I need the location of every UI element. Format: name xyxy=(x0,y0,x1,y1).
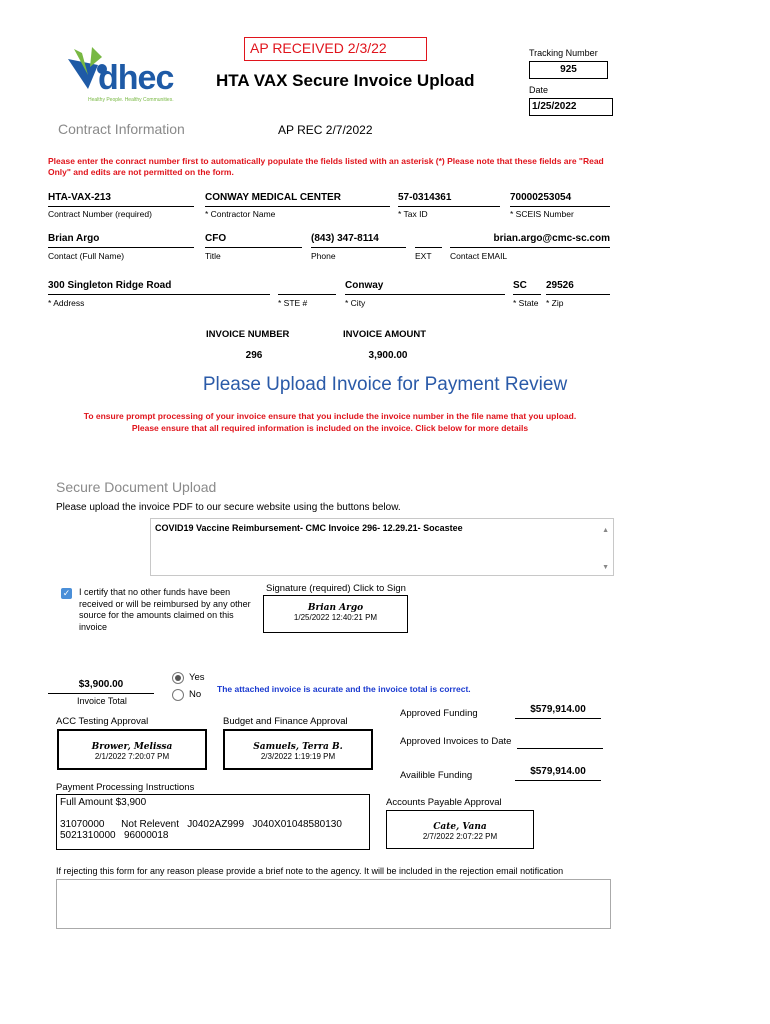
title-label: Title xyxy=(205,251,221,261)
page-title: HTA VAX Secure Invoice Upload xyxy=(216,71,475,90)
tax-id-field: 57-0314361 xyxy=(398,192,500,207)
address-field: 300 Singleton Ridge Road xyxy=(48,280,270,295)
scroll-down-icon[interactable]: ▼ xyxy=(602,564,609,571)
secure-upload-title: Secure Document Upload xyxy=(56,479,217,495)
contract-number-field[interactable]: HTA-VAX-213 xyxy=(48,192,194,207)
city-field: Conway xyxy=(345,280,505,295)
budget-signature-name: Samuels, Terra B. xyxy=(253,742,343,752)
title-field[interactable]: CFO xyxy=(205,233,302,248)
payment-instructions-box[interactable] xyxy=(56,794,370,850)
invoice-total-field[interactable]: $3,900.00 xyxy=(48,679,154,694)
budget-signature-date: 2/3/2022 1:19:19 PM xyxy=(260,752,336,761)
uploaded-file-name: COVID19 Vaccine Reimbursement- CMC Invoice 296- 12.29.21- Socastee xyxy=(155,523,463,533)
approved-funding-label: Approved Funding xyxy=(400,708,478,719)
ap-rec-note: AP REC 2/7/2022 xyxy=(278,123,373,137)
invoice-number-field[interactable]: 296 xyxy=(245,350,263,361)
contract-instructions: Please enter the conract number first to automatically populate the fields listed with an asterisk (*) Please note that these fields are "Read Only" and edits are not permitted on the form. xyxy=(48,156,604,177)
email-field[interactable]: brian.argo@cmc-sc.com xyxy=(450,233,610,248)
signature-date: 1/25/2022 12:40:21 PM xyxy=(293,613,378,622)
ap-signature-name: Cate, Vana xyxy=(433,822,487,832)
city-label: * City xyxy=(345,298,366,308)
no-radio[interactable] xyxy=(172,689,184,701)
received-stamp: AP RECEIVED 2/3/22 xyxy=(244,37,427,61)
payment-instructions-label: Payment Processing Instructions xyxy=(56,782,195,793)
tracking-label: Tracking Number xyxy=(529,48,598,58)
ste-label: * STE # xyxy=(278,298,308,308)
approved-to-date-label: Approved Invoices to Date xyxy=(400,736,512,747)
budget-approval-signature-box[interactable] xyxy=(223,729,373,770)
tax-id-label: * Tax ID xyxy=(398,209,428,219)
scroll-up-icon[interactable]: ▲ xyxy=(602,527,609,534)
contractor-name-field: CONWAY MEDICAL CENTER xyxy=(205,192,390,207)
ste-field xyxy=(278,280,336,295)
contract-section-title: Contract Information xyxy=(58,121,185,137)
invoice-total-label: Invoice Total xyxy=(77,696,127,706)
phone-field[interactable]: (843) 347-8114 xyxy=(311,233,406,248)
available-funding-field[interactable]: $579,914.00 xyxy=(515,766,601,781)
payment-line-2: 31070000 Not Relevent J0402AZ999 J040X01048580130 xyxy=(60,819,342,830)
sceis-number-field: 70000253054 xyxy=(510,192,610,207)
acc-signature-name: Brower, Melissa xyxy=(91,742,173,752)
signature-label: Signature (required) Click to Sign xyxy=(266,583,406,594)
upload-note-line1: To ensure prompt processing of your invoice ensure that you include the invoice number in the file name that you upload. xyxy=(83,411,577,421)
tracking-number-field[interactable]: 925 xyxy=(529,61,608,79)
contractor-name-label: * Contractor Name xyxy=(205,209,276,219)
zip-field: 29526 xyxy=(546,280,610,295)
signature-name: Brian Argo xyxy=(307,603,364,613)
state-field: SC xyxy=(513,280,541,295)
address-label: * Address xyxy=(48,298,85,308)
acc-approval-signature-box[interactable] xyxy=(57,729,207,770)
payment-line-3: 5021310000 96000018 xyxy=(60,830,169,841)
upload-instruction: Please upload the invoice PDF to our secure website using the buttons below. xyxy=(56,502,401,513)
acc-signature-date: 2/1/2022 7:20:07 PM xyxy=(94,752,170,761)
invoice-number-label: INVOICE NUMBER xyxy=(206,329,290,340)
dhec-logo xyxy=(62,45,202,107)
ap-approval-label: Accounts Payable Approval xyxy=(386,797,502,808)
email-label: Contact EMAIL xyxy=(450,251,508,261)
signature-box[interactable] xyxy=(263,595,408,633)
ap-approval-signature-box[interactable] xyxy=(386,810,534,849)
rejection-label: If rejecting this form for any reason please provide a brief note to the agency. It will be included in the rejection email notification xyxy=(56,866,564,876)
contact-name-field[interactable]: Brian Argo xyxy=(48,233,194,248)
phone-label: Phone xyxy=(311,251,336,261)
sceis-number-label: * SCEIS Number xyxy=(510,209,574,219)
budget-approval-label: Budget and Finance Approval xyxy=(223,716,348,727)
logo-wordmark: dhec xyxy=(98,59,174,97)
ap-signature-date: 2/7/2022 2:07:22 PM xyxy=(422,832,498,841)
contact-name-label: Contact (Full Name) xyxy=(48,251,125,261)
zip-label: * Zip xyxy=(546,298,564,308)
no-label: No xyxy=(189,689,202,700)
yes-radio[interactable] xyxy=(172,672,184,684)
certify-text: I certify that no other funds have been received or will be reimbursed by any other source for the amounts claimed on this invoice xyxy=(79,587,251,632)
upload-note-line2: Please ensure that all required information is included on the invoice. Click below for more details xyxy=(131,423,529,433)
contract-number-label: Contract Number (required) xyxy=(48,209,152,219)
rejection-note-field[interactable] xyxy=(56,879,611,929)
uploaded-file-box[interactable] xyxy=(150,518,614,576)
invoice-amount-label: INVOICE AMOUNT xyxy=(343,329,427,340)
yes-label: Yes xyxy=(189,672,205,683)
date-field[interactable]: 1/25/2022 xyxy=(529,98,613,116)
acc-approval-label: ACC Testing Approval xyxy=(56,716,149,727)
available-funding-label: Availible Funding xyxy=(400,770,473,781)
invoice-amount-field[interactable]: 3,900.00 xyxy=(368,350,408,361)
accurate-statement: The attached invoice is acurate and the invoice total is correct. xyxy=(217,684,471,694)
state-label: * State xyxy=(513,298,539,308)
upload-heading: Please Upload Invoice for Payment Review xyxy=(202,374,568,395)
ext-field[interactable] xyxy=(415,233,442,248)
date-label: Date xyxy=(529,85,549,95)
certify-checkbox[interactable]: ✓ xyxy=(62,588,71,598)
approved-funding-field[interactable]: $579,914.00 xyxy=(515,704,601,719)
logo-tagline: Healthy People. Healthy Communities. xyxy=(88,97,174,103)
ext-label: EXT xyxy=(415,251,432,261)
approved-to-date-field[interactable] xyxy=(517,734,603,749)
payment-line-1: Full Amount $3,900 xyxy=(60,797,147,808)
